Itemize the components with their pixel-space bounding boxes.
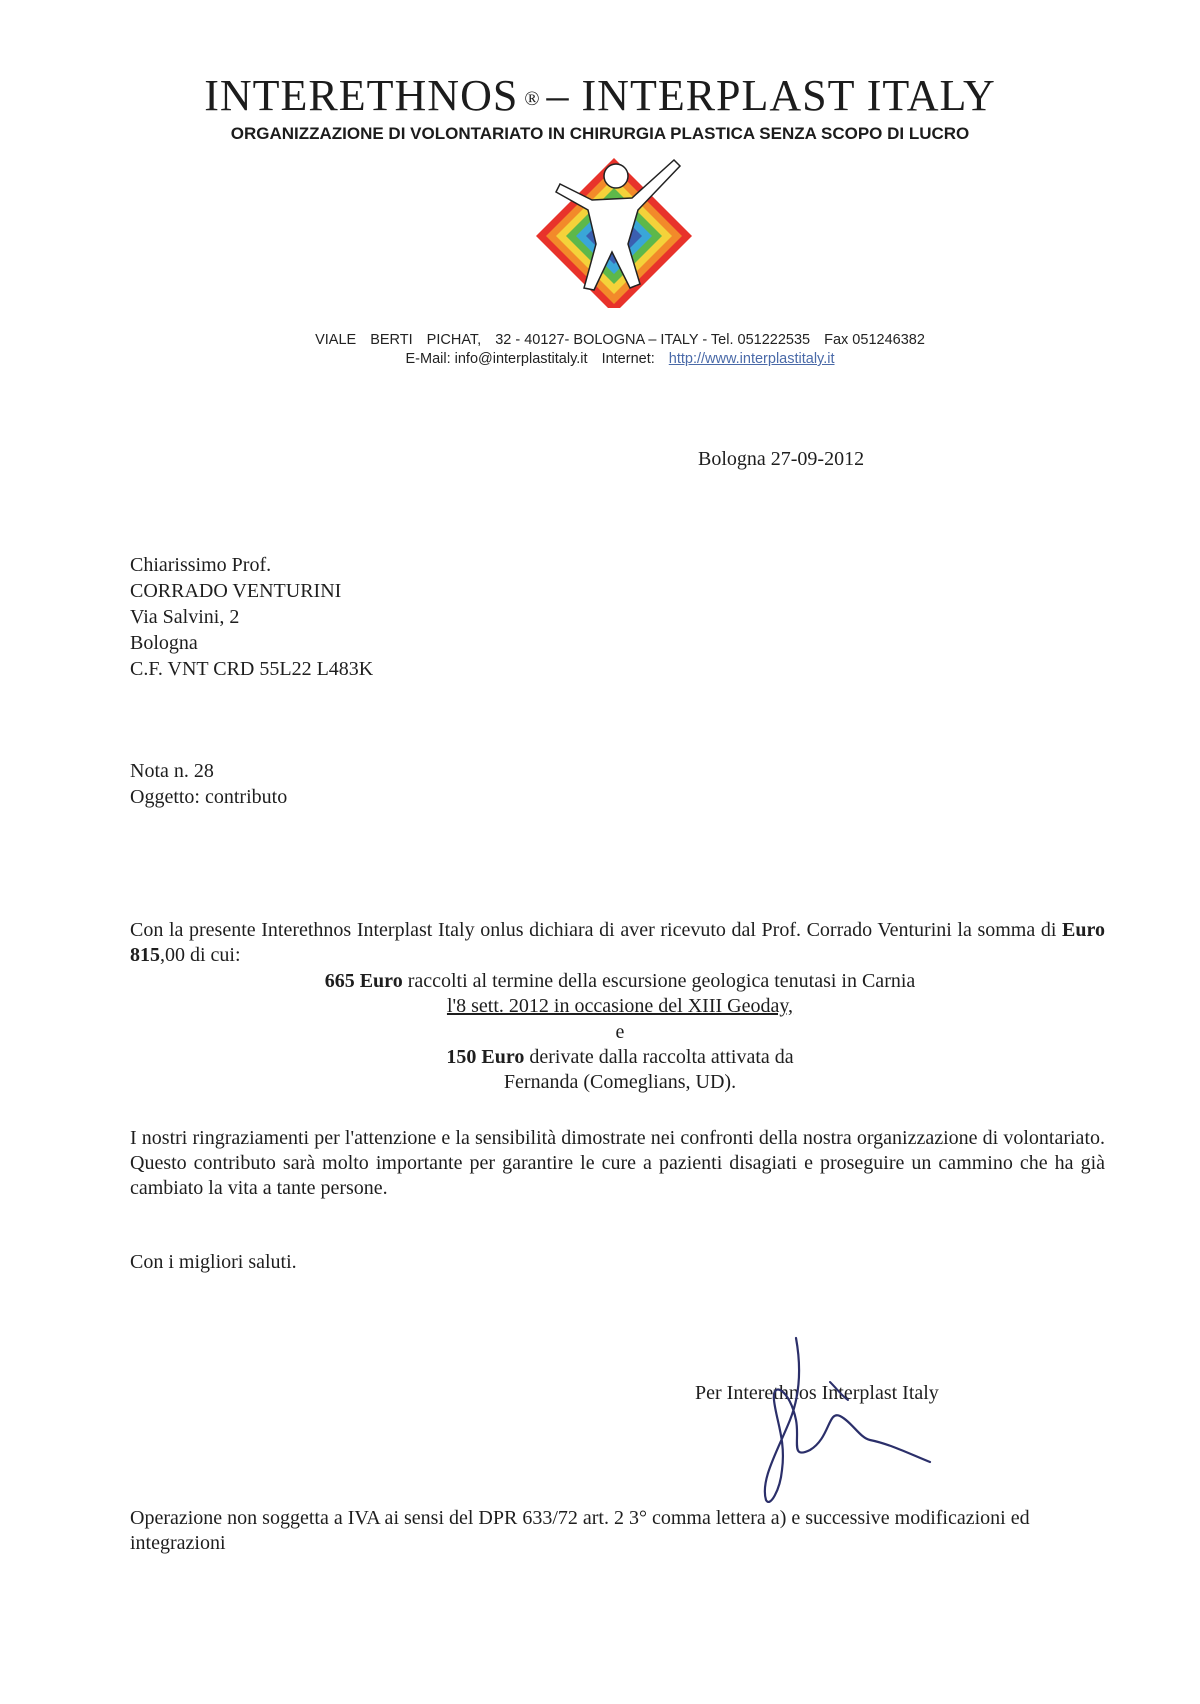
donation-amount-2: 150 Euro: [446, 1046, 525, 1068]
contact-internet-label: Internet:: [601, 351, 655, 367]
contact-fax: Fax 051246382: [824, 332, 925, 348]
recipient-salutation: Chiarissimo Prof.: [130, 554, 272, 576]
contact-address-phone: 32 - 40127- BOLOGNA – ITALY - Tel. 051222535: [495, 332, 811, 348]
p1-amount: Euro 815: [130, 919, 1105, 966]
rainbow-diamond-figure-icon: [532, 148, 712, 308]
recipient-street: Via Salvini, 2: [130, 606, 240, 628]
p1-text-a: Con la presente Interethnos Interplast Italy onlus dichiara di aver ricevuto dal Prof. Corrado Venturini la somma di: [130, 919, 1063, 941]
contact-street-name-2: PICHAT,: [426, 332, 482, 348]
recipient-tax-code: C.F. VNT CRD 55L22 L483K: [130, 658, 374, 680]
note-number: Nota n. 28: [130, 760, 214, 782]
vat-note: Operazione non soggetta a IVA ai sensi del DPR 633/72 art. 2 3° comma lettera a) e successive modificazioni ed integrazioni: [130, 1507, 1030, 1554]
contact-line-1: [0, 332, 1200, 348]
registered-mark: ®: [524, 88, 541, 111]
letter-date: Bologna 27-09-2012: [698, 448, 865, 470]
donation-line-4: Fernanda (Comeglians, UD).: [503, 1071, 737, 1093]
donation-amount-1: 665 Euro: [324, 970, 403, 992]
recipient-city: Bologna: [130, 632, 198, 654]
org-name: [0, 70, 1200, 121]
recipient-name: CORRADO VENTURINI: [130, 580, 342, 602]
org-subtitle: ORGANIZZAZIONE DI VOLONTARIATO IN CHIRURGIA PLASTICA SENZA SCOPO DI LUCRO: [230, 124, 970, 143]
signature-label: Per Interethnos Interplast Italy: [695, 1382, 939, 1404]
org-name-right: – INTERPLAST ITALY: [546, 71, 996, 120]
contact-street-name: BERTI: [370, 332, 413, 348]
closing-greeting: Con i migliori saluti.: [130, 1251, 297, 1273]
donation-line-2: [230, 995, 1010, 1018]
contact-line-2: [0, 351, 1200, 367]
p1-text-b: ,00 di cui:: [160, 944, 241, 966]
donation-line-1: [230, 970, 1010, 993]
org-name-left: INTERETHNOS: [204, 71, 519, 120]
body-paragraph-2: I nostri ringraziamenti per l'attenzione e la sensibilità dimostrate nei confronti della nostra organizzazione di volontariato. Questo contributo sarà molto importante per garantire le cure a pazienti disagiati e proseguire un cammino che ha già cambiato la vita a tante persone.: [130, 1127, 1105, 1199]
handwritten-signature-icon: [720, 1330, 980, 1510]
contact-street-type: VIALE: [315, 332, 357, 348]
donation-desc-1: raccolti al termine della escursione geologica tenutasi in Carnia: [402, 970, 916, 992]
donation-desc-2: derivate dalla raccolta attivata da: [524, 1046, 794, 1068]
donation-line-3: [230, 1046, 1010, 1069]
contact-email: E-Mail: info@interplastitaly.it: [405, 351, 588, 367]
body-paragraph-1: [130, 918, 1105, 968]
donation-date-event: l'8 sett. 2012 in occasione del XIII Geoday,: [446, 995, 794, 1017]
donation-conjunction: e: [615, 1021, 625, 1043]
note-subject: Oggetto: contributo: [130, 786, 288, 808]
website-link[interactable]: http://www.interplastitaly.it: [668, 351, 835, 367]
